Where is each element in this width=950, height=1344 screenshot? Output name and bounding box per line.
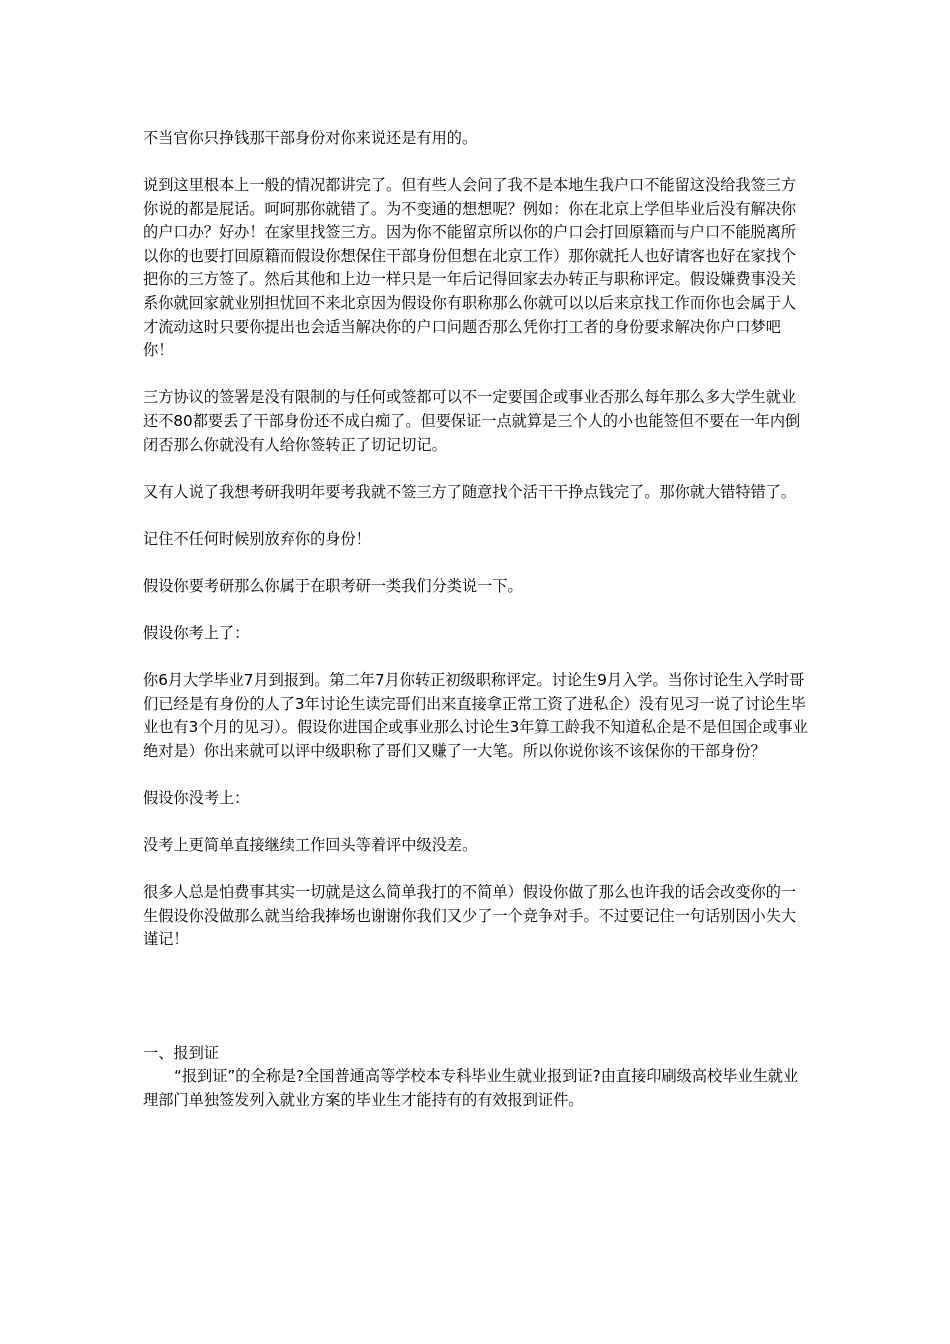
paragraph-7: 假设你考上了：	[143, 623, 250, 642]
paragraph-9: 假设你没考上：	[143, 788, 250, 807]
section-body: “报到证”的全称是?全国普通高等学校本专科毕业生就业报到证?由直接印刷级高校毕业生就业理部门单独签发列入就业方案的毕业生才能持有的有效报到证件。	[143, 1067, 799, 1110]
paragraph-1: 不当官你只挣钱那干部身份对你来说还是有用的。	[143, 129, 478, 147]
paragraph-5: 记住不任何时候别放弃你的身份！	[143, 529, 371, 548]
paragraph-10: 没考上更简单直接继续工作回头等着评中级没差。	[143, 835, 478, 854]
paragraph-11: 很多人总是怕费事其实一切就是这么简单我打的不简单）假设你做了那么也许我的话会改变你的一生假设你没做那么就当给我捧场也谢谢你我们又少了一个竞争对手。不过要记住一句话别因小失大谨记！	[143, 883, 797, 949]
paragraph-8: 你6月大学毕业7月到报到。第二年7月你转正初级职称评定。讨论生9月入学。当你讨论生入学时哥们已经是有身份的人了3年讨论生读完哥们出来直接拿正常工资了进私企）没有见习一说了讨论生毕业也有3个月的见习）。假设你进国企或事业那么讨论生3年算工龄我不知道私企是不是但国企或事业绝对是）你出来就可以评中级职称了哥们又赚了一大笔。所以你说你该不该保你的干部身份？	[143, 671, 808, 760]
paragraph-6: 假设你要考研那么你属于在职考研一类我们分类说一下。	[143, 576, 523, 595]
paragraph-3: 三方协议的签署是没有限制的与任何或签都可以不一定要国企或事业否那么每年那么多大学生就业还不80都要丢了干部身份还不成白痴了。但要保证一点就算是三个人的小也能签但不要在一年内倒闭否那么你就没有人给你签转正了切记切记。	[143, 388, 801, 454]
section-spacer	[143, 952, 811, 1042]
section-heading: 一、报到证	[143, 1043, 219, 1062]
paragraph-4: 又有人说了我想考研我明年要考我就不签三方了随意找个活干干挣点钱完了。那你就大错特错了。	[143, 482, 797, 501]
document-page	[143, 127, 811, 1113]
paragraph-2: 说到这里根本上一般的情况都讲完了。但有些人会问了我不是本地生我户口不能留这没给我签三方你说的都是屁话。呵呵那你就错了。为不变通的想想呢？例如：你在北京上学但毕业后没有解决你的户口办？好办！在家里找签三方。因为你不能留京所以你的户口会打回原籍而与户口不能脱离所以你的也要打回原籍而假设你想保住干部身份但想在北京工作）那你就托人也好请客也好在家找个把你的三方签了。然后其他和上边一样只是一年后记得回家去办转正与职称评定。假设嫌费事没关系你就回家就业别担忧回不来北京因为假设你有职称那么你就可以以后来京找工作而你也会属于人才流动这时只要你提出也会适当解决你的户口问题否那么凭你打工者的身份要求解决你户口梦吧你！	[143, 176, 797, 360]
